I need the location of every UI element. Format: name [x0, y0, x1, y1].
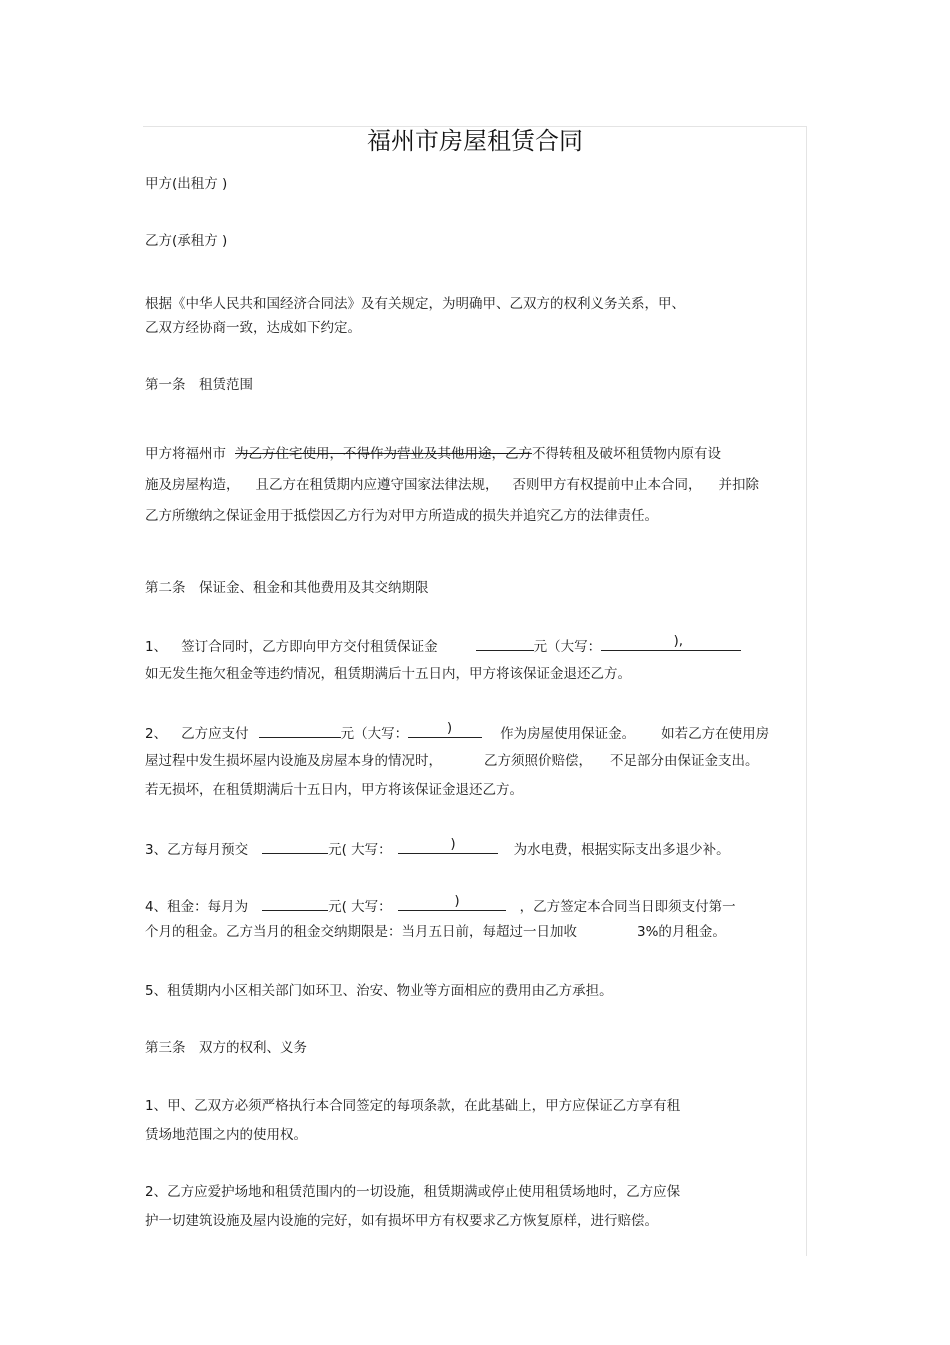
text: 3、乙方每月预交 [145, 842, 249, 858]
party-a-label: 甲方(出租方 ) [145, 176, 228, 192]
text: ，乙方签定本合同当日即须支付第一 [519, 899, 736, 915]
clause-2-2-line-1 [145, 722, 769, 743]
text: 作为房屋使用保证金。 [500, 726, 636, 742]
article-1-line-3: 乙方所缴纳之保证金用于抵偿因乙方行为对甲方所造成的损失并追究乙方的法律责任。 [145, 508, 658, 524]
text: 屋过程中发生损坏屋内设施及房屋本身的情况时， [145, 753, 442, 769]
text: ) [450, 836, 456, 852]
clause-2-2-line-3: 若无损坏，在租赁期满后十五日内，甲方将该保证金退还乙方。 [145, 782, 523, 798]
text: 施及房屋构造， [145, 477, 240, 493]
article-2-heading: 第二条 保证金、租金和其他费用及其交纳期限 [145, 580, 429, 596]
text: 元（大写： [533, 639, 602, 655]
clause-2-5: 5、租赁期内小区相关部门如环卫、治安、物业等方面相应的费用由乙方承担。 [145, 983, 613, 999]
party-b-label: 乙方(承租方 ) [145, 233, 228, 249]
clause-3-2-line-2: 护一切建筑设施及屋内设施的完好，如有损坏甲方有权要求乙方恢复原样，进行赔偿。 [145, 1213, 658, 1229]
page-border-right [806, 126, 807, 1256]
clause-3-1-line-2: 赁场地范围之内的使用权。 [145, 1127, 307, 1143]
article-1-line-2 [145, 476, 759, 494]
text: 乙方须照价赔偿， [484, 753, 592, 769]
utility-prepay-blank[interactable] [262, 838, 328, 854]
text: 且乙方在租赁期内应遵守国家法律法规， [255, 477, 499, 493]
monthly-rent-blank[interactable] [262, 895, 328, 911]
text: 不足部分由保证金支出。 [610, 753, 759, 769]
text: 并扣除 [718, 477, 759, 493]
text: 不得转租及破坏租赁物内原有设 [532, 446, 721, 462]
article-3-heading: 第三条 双方的权利、义务 [145, 1040, 307, 1056]
deposit-amount-blank[interactable] [476, 635, 534, 651]
preamble-line-1: 根据《中华人民共和国经济合同法》及有关规定，为明确甲、乙双方的权利义务关系，甲、 [145, 296, 685, 312]
clause-number: 1、 [145, 639, 168, 655]
struck-text: 为乙方住宅使用，不得作为营业及其他用途，乙方 [235, 446, 532, 462]
clause-2-4-line-1 [145, 895, 736, 916]
text: 甲方将福州市 [145, 446, 226, 462]
usage-deposit-words-blank[interactable] [408, 722, 482, 738]
clause-2-1-line-2: 如无发生拖欠租金等违约情况，租赁期满后十五日内，甲方将该保证金退还乙方。 [145, 666, 631, 682]
clause-3-1-line-1: 1、甲、乙双方必须严格执行本合同签定的每项条款，在此基础上，甲方应保证乙方享有租 [145, 1098, 681, 1114]
text: 否则甲方有权提前中止本合同， [512, 477, 702, 493]
clause-2-2-line-2 [145, 752, 759, 770]
clause-2-3 [145, 838, 730, 859]
text: ) [454, 893, 460, 909]
text: 3%的月租金。 [637, 924, 726, 940]
document-title: 福州市房屋租赁合同 [367, 127, 583, 155]
utility-prepay-words-blank[interactable] [398, 838, 498, 854]
preamble-line-2: 乙双方经协商一致，达成如下约定。 [145, 320, 361, 336]
deposit-amount-words-blank[interactable] [601, 635, 741, 651]
text: 元（大写： [340, 726, 409, 742]
text: 个月的租金。乙方当月的租金交纳期限是：当月五日前，每超过一日加收 [145, 924, 577, 940]
text: 元( 大写： [328, 842, 392, 858]
article-1-heading: 第一条 租赁范围 [145, 377, 253, 393]
text: ) [446, 720, 453, 736]
usage-deposit-blank[interactable] [259, 722, 341, 738]
clause-2-4-line-2 [145, 923, 726, 941]
text: 乙方应支付 [181, 726, 249, 742]
clause-3-2-line-1: 2、乙方应爱护场地和租赁范围内的一切设施，租赁期满或停止使用租赁场地时，乙方应保 [145, 1184, 681, 1200]
text: 元( 大写： [328, 899, 392, 915]
text: 4、租金：每月为 [145, 899, 249, 915]
article-1-line-1 [145, 445, 721, 463]
text: 为水电费，根据实际支出多退少补。 [513, 842, 730, 858]
clause-2-1-line-1 [145, 635, 741, 656]
monthly-rent-words-blank[interactable] [398, 895, 506, 911]
text: ), [673, 633, 684, 649]
text: 签订合同时，乙方即向甲方交付租赁保证金 [181, 639, 438, 655]
clause-number: 2、 [145, 726, 168, 742]
text: 如若乙方在使用房 [661, 726, 770, 742]
